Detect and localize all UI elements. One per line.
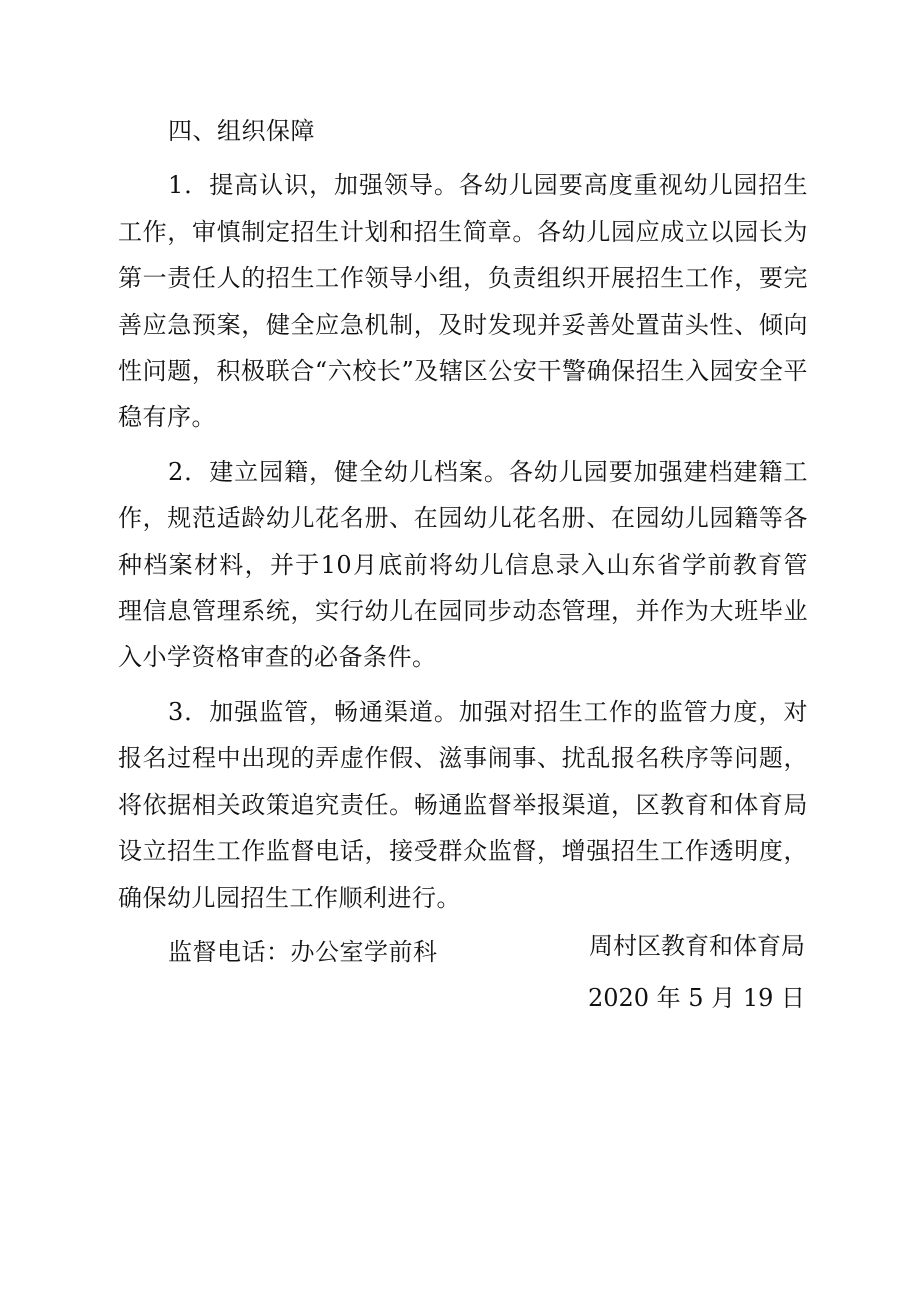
spacer — [118, 441, 808, 449]
spacer — [118, 681, 808, 689]
contact-line: 监督电话：办公室学前科 — [168, 937, 438, 966]
signature-block — [588, 920, 805, 1024]
issue-date: 2020 年 5 月 19 日 — [587, 984, 805, 1012]
paragraph-1: 1．提高认识，加强领导。各幼儿园要高度重视幼儿园招生工作，审慎制定招生计划和招生简章。各幼儿园应成立以园长为第一责任人的招生工作领导小组，负责组织开展招生工作，要完善应急预案，健全应急机制，及时发现并妥善处置苗头性、倾向性问题，积极联合“六校长”及辖区公安干警确保招生入园安全平稳有序。 — [118, 171, 808, 432]
issuing-organization: 周村区教育和体育局 — [589, 932, 805, 960]
paragraph-2: 2．建立园籍，健全幼儿档案。各幼儿园要加强建档建籍工作，规范适龄幼儿花名册、在园幼儿花名册、在园幼儿园籍等各种档案材料，并于10月底前将幼儿信息录入山东省学前教育管理信息管理系统，实行幼儿在园同步动态管理，并作为大班毕业入小学资格审查的必备条件。 — [118, 457, 808, 672]
spacer — [118, 154, 808, 162]
document-body — [118, 108, 808, 975]
section-heading: 四、组织保障 — [168, 117, 315, 145]
paragraph-3: 3．加强监管，畅通渠道。加强对招生工作的监管力度，对报名过程中出现的弄虚作假、滋事闹事、扰乱报名秩序等问题，将依据相关政策追究责任。畅通监督举报渠道，区教育和体育局设立招生工作监督电话，接受群众监督，增强招生工作透明度，确保幼儿园招生工作顺利进行。 — [118, 697, 808, 912]
